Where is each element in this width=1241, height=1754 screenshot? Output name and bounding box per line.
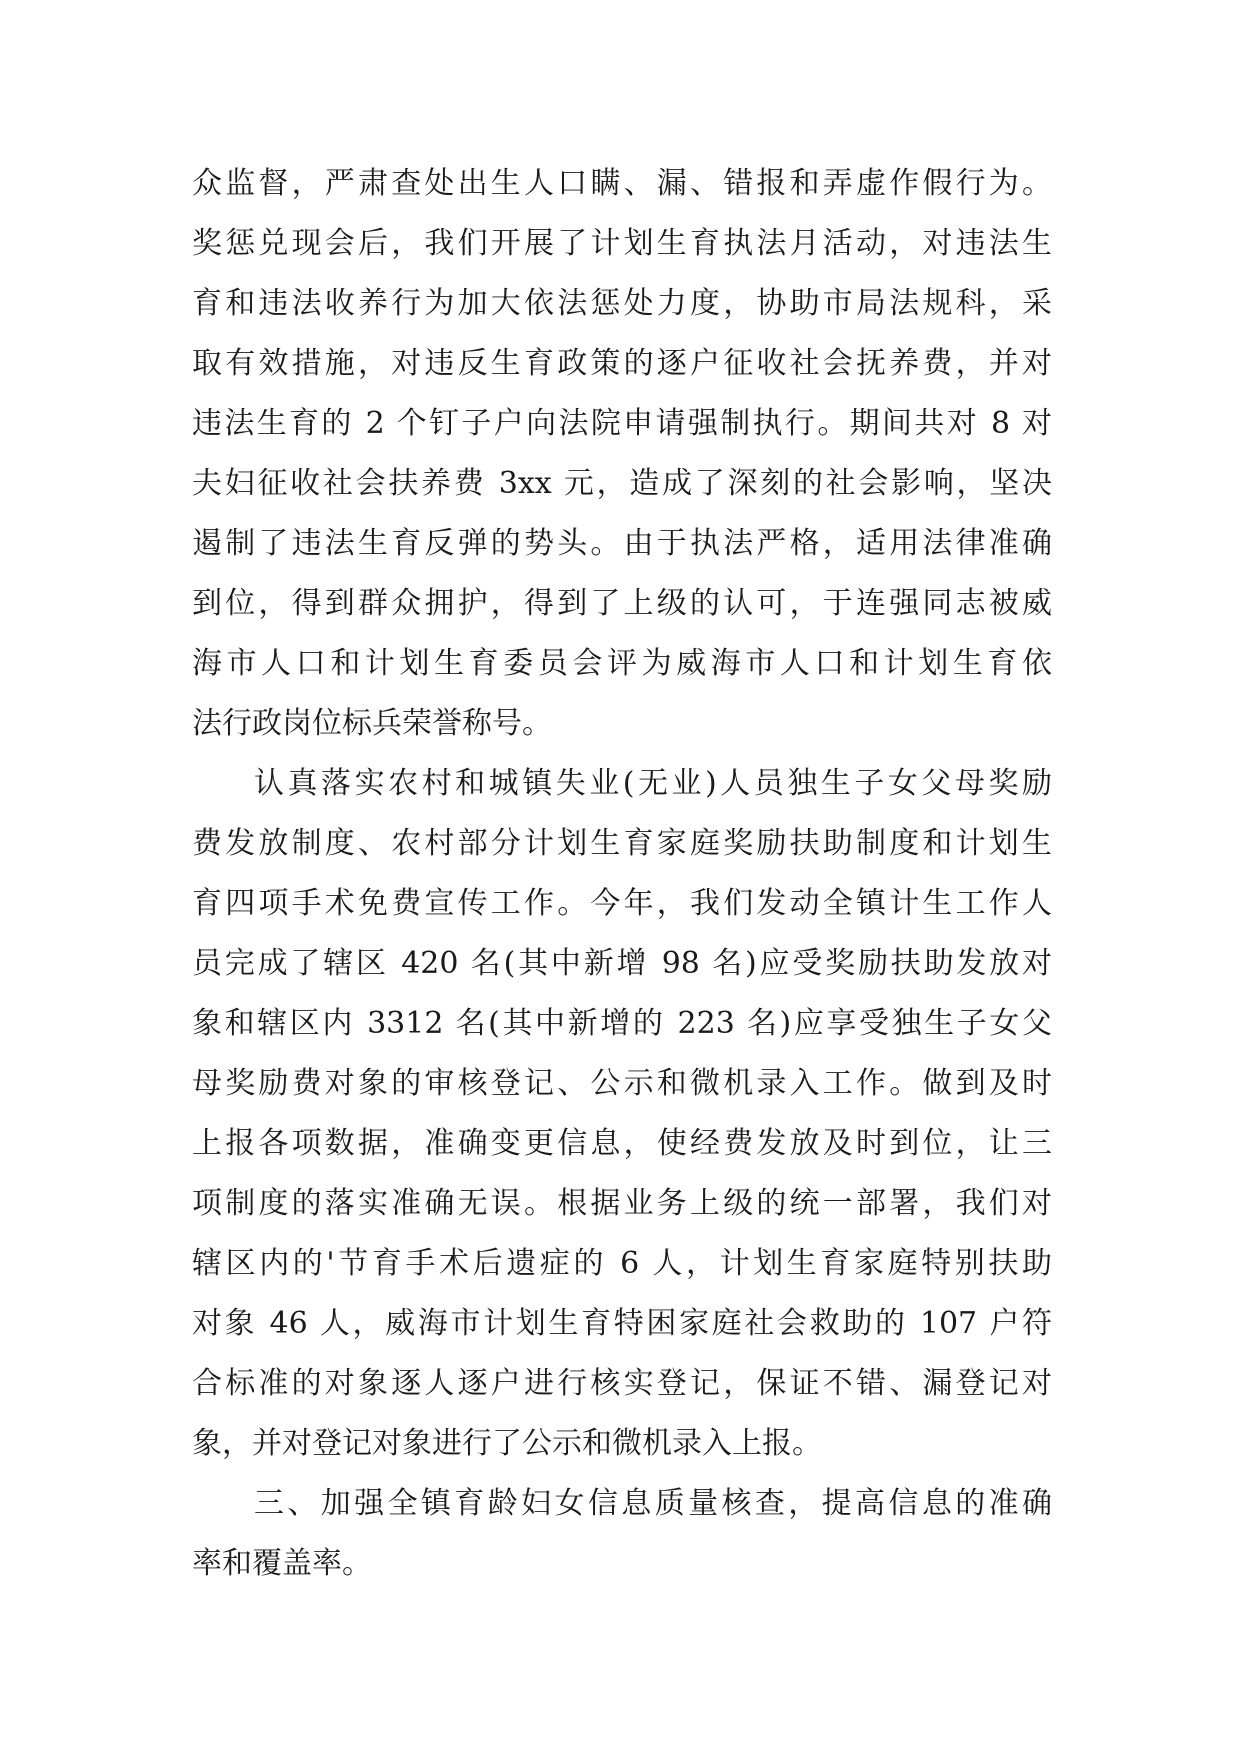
text-line: 母奖励费对象的审核登记、公示和微机录入工作。做到及时 bbox=[192, 1066, 1052, 1101]
text-line: 费发放制度、农村部分计划生育家庭奖励扶助制度和计划生 bbox=[192, 826, 1052, 861]
text-line: 合标准的对象逐人逐户进行核实登记，保证不错、漏登记对 bbox=[192, 1366, 1052, 1401]
text-line: 遏制了违法生育反弹的势头。由于执法严格，适用法律准确 bbox=[192, 526, 1052, 561]
text-line: 取有效措施，对违反生育政策的逐户征收社会抚养费，并对 bbox=[192, 346, 1052, 381]
text-line: 法行政岗位标兵荣誉称号。 bbox=[192, 706, 552, 741]
text-line: 对象 46 人，威海市计划生育特困家庭社会救助的 107 户符 bbox=[192, 1306, 1052, 1341]
text-line: 违法生育的 2 个钉子户向法院申请强制执行。期间共对 8 对 bbox=[192, 406, 1052, 441]
text-line: 项制度的落实准确无误。根据业务上级的统一部署，我们对 bbox=[192, 1186, 1052, 1221]
text-line: 育和违法收养行为加大依法惩处力度，协助市局法规科，采 bbox=[192, 286, 1052, 321]
text-line: 上报各项数据，准确变更信息，使经费发放及时到位，让三 bbox=[192, 1126, 1052, 1161]
text-line: 到位，得到群众拥护，得到了上级的认可，于连强同志被威 bbox=[192, 586, 1052, 621]
text-line: 员完成了辖区 420 名(其中新增 98 名)应受奖励扶助发放对 bbox=[192, 946, 1052, 981]
text-line: 海市人口和计划生育委员会评为威海市人口和计划生育依 bbox=[192, 646, 1052, 681]
text-line: 辖区内的'节育手术后遗症的 6 人，计划生育家庭特别扶助 bbox=[192, 1246, 1052, 1281]
text-line: 育四项手术免费宣传工作。今年，我们发动全镇计生工作人 bbox=[192, 886, 1052, 921]
section-heading-line: 率和覆盖率。 bbox=[192, 1546, 372, 1581]
paragraph-start-line: 认真落实农村和城镇失业(无业)人员独生子女父母奖励 bbox=[254, 766, 1052, 801]
section-heading-line: 三、加强全镇育龄妇女信息质量核查，提高信息的准确 bbox=[254, 1486, 1052, 1521]
text-line: 象，并对登记对象进行了公示和微机录入上报。 bbox=[192, 1426, 822, 1461]
text-line: 夫妇征收社会扶养费 3xx 元，造成了深刻的社会影响，坚决 bbox=[192, 466, 1052, 501]
document-body bbox=[192, 154, 1052, 1594]
text-line: 众监督，严肃查处出生人口瞒、漏、错报和弄虚作假行为。 bbox=[192, 166, 1052, 201]
text-line: 奖惩兑现会后，我们开展了计划生育执法月活动，对违法生 bbox=[192, 226, 1052, 261]
text-line: 象和辖区内 3312 名(其中新增的 223 名)应享受独生子女父 bbox=[192, 1006, 1052, 1041]
